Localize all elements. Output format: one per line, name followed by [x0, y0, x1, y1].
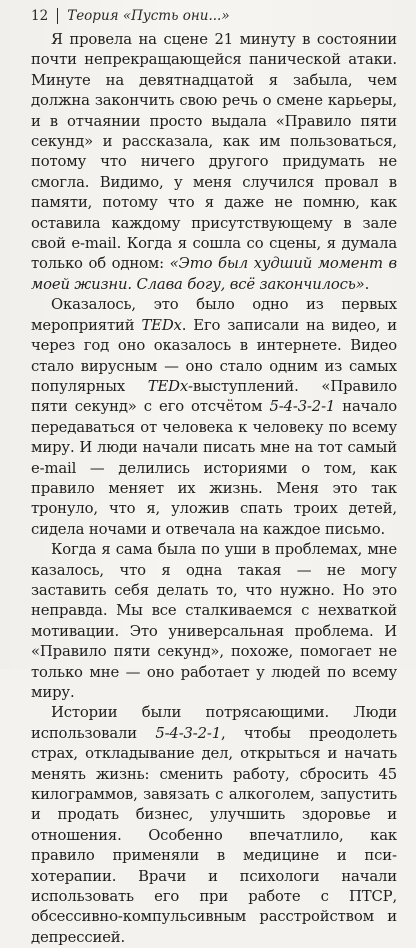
italic-term: TEDx — [147, 377, 189, 395]
body-text — [31, 30, 397, 948]
paragraph-4 — [31, 703, 397, 948]
page-header — [31, 7, 230, 25]
paragraph-text: Истории были потрясающими. Люди использовали — [31, 704, 397, 742]
paragraph-text: . — [364, 275, 370, 293]
paragraph-text: -выступлений. «Правило пяти секунд» с его отсчётом — [31, 377, 397, 416]
italic-quote: «Это был худший момент в моей жизни. Слава богу, всё закончилось» — [31, 255, 397, 293]
italic-term: TEDx — [141, 316, 182, 334]
paragraph-text: начало передаваться от человека к человеку по всему миру. И люди начали писать мне на тот самый e-mail — делились историями о том, как правило меняет их жизнь. Меня это так тронуло, что я, уложив спать троих детей, сидела ночами и отвечала на каждое письмо. — [31, 398, 397, 538]
page-number: 12 — [31, 8, 49, 24]
running-title: Теория «Пусть они...» — [67, 8, 230, 24]
paragraph-2 — [31, 295, 397, 540]
italic-countdown: 5-4-3-2-1 — [155, 724, 222, 742]
paragraph-text: Когда я сама была по уши в проблемах, мне казалось, что я одна такая — не могу заставить себя делать то, что нужно. Но это неправда. Мы все сталкиваемся с нехваткой мотивации. Это универсальная проблема. И «Правило пяти секунд», похоже, помогает не только мне — оно работает у людей по всему миру. — [31, 541, 397, 701]
paragraph-text: Я провела на сцене 21 минуту в состоянии почти непрекращающейся панической атаки. Минуте на девятнадцатой я забыла, чем должна закончить свою речь о смене карьеры, и в отчаянии просто выдала «Правило пяти секунд» и рассказала, как им пользоваться, потому что ничего другого придумать не смогла. Видимо, у меня случился провал в памяти, потому что я даже не помню, как оставила каждому присутствующему в зале свой e-mail. Когда я сошла со сцены, я думала только об одном: — [31, 31, 397, 273]
paragraph-text: . Его записали на видео, и через год оно оказалось в интернете. Видео стало вирусным — оно стало одним из самых популярных — [31, 316, 397, 395]
paragraph-text: Оказалось, это было одно из первых мероприятий — [31, 296, 397, 334]
header-divider — [57, 8, 58, 24]
paragraph-1 — [31, 30, 397, 295]
paragraph-3 — [31, 540, 397, 703]
paragraph-text: , чтобы преодолеть страх, откладывание дел, открыться и начать менять жизнь: сменить работу, сбросить 45 килограммов, завязать с алкоголем, запустить и продать бизнес, улучшить здоровье и отношения. Особенно впечатлило, как правило применяли в медицине и психотерапии. Врачи и психологи начали использовать его при работе с ПТСР, обсессивно-компульсивным расстройством и депрессией. — [31, 724, 397, 946]
italic-countdown: 5-4-3-2-1 — [269, 398, 336, 416]
